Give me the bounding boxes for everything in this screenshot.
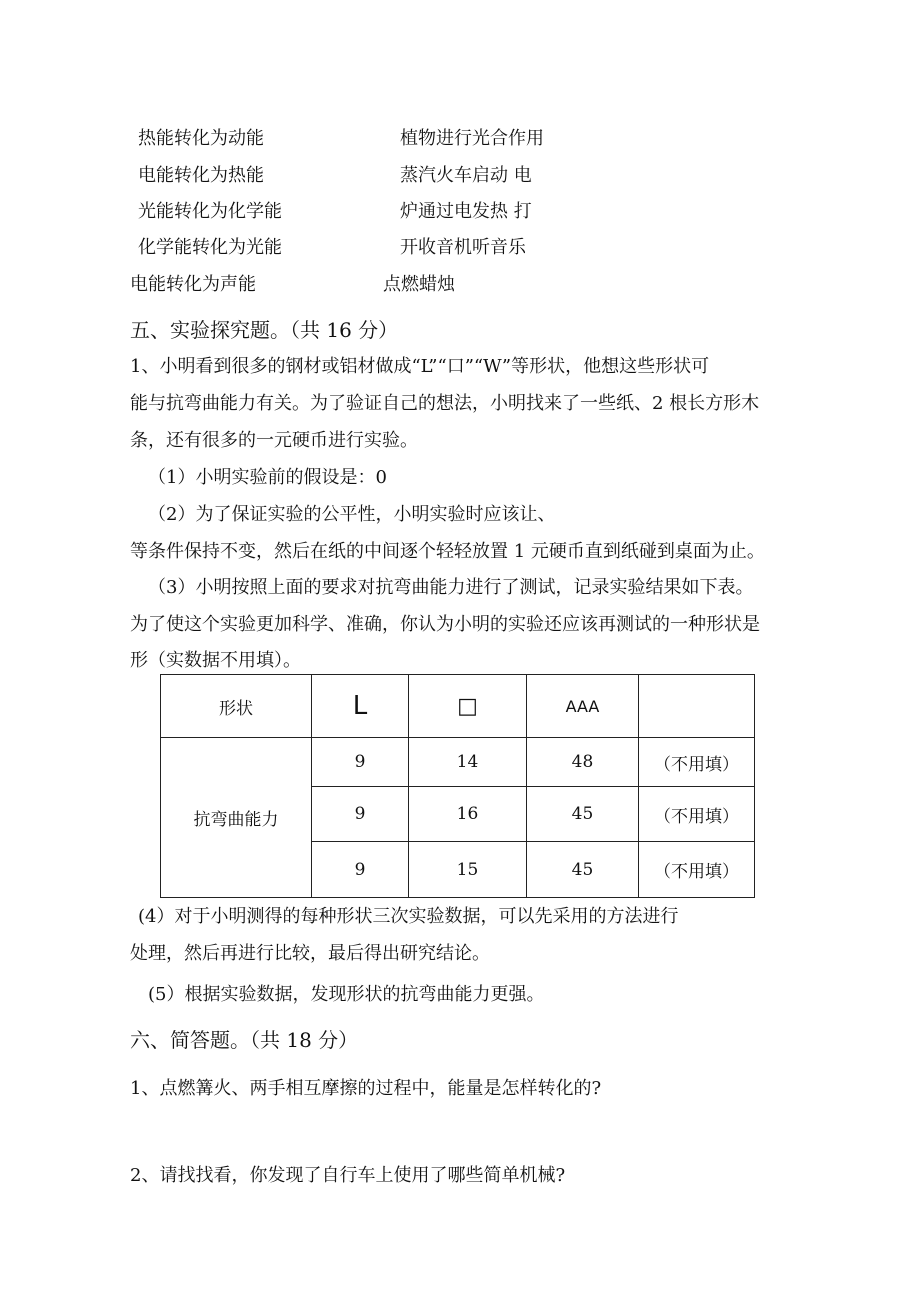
section5-title: 五、实验探究题。（共 16 分）: [130, 318, 399, 342]
table-cell: （不用填）: [639, 738, 755, 787]
table-cell: 16: [409, 787, 527, 842]
header-shape-blank: [639, 675, 755, 738]
table-cell: （不用填）: [639, 787, 755, 842]
matching-left-4: 化学能转化为光能: [138, 237, 282, 258]
matching-right-1: 植物进行光合作用: [400, 128, 544, 149]
section5-q1-line1: 1、小明看到很多的钢材或铝材做成“L”“口”“W”等形状，他想这些形状可: [130, 356, 710, 377]
matching-right-2: 蒸汽火车启动 电: [400, 165, 532, 186]
header-shape-label: 形状: [161, 675, 312, 738]
section5-sub3-line2: 为了使这个实验更加科学、准确，你认为小明的实验还应该再测试的一种形状是: [130, 614, 760, 635]
section5-sub3-line3: 形（实数据不用填）。: [130, 650, 301, 671]
matching-right-5: 点燃蜡烛: [383, 274, 455, 295]
section5-q1-line2: 能与抗弯曲能力有关。为了验证自己的想法，小明找来了一些纸、2 根长方形木: [130, 393, 760, 414]
header-shape-w: AAA: [527, 675, 639, 738]
table-header-row: [161, 675, 755, 738]
section5-sub2-line1: （2）为了保证实验的公平性，小明实验时应该让、: [148, 504, 556, 525]
section6-title: 六、简答题。（共 18 分）: [130, 1028, 359, 1052]
matching-right-3: 炉通过电发热 打: [400, 201, 532, 222]
matching-right-4: 开收音机听音乐: [400, 237, 526, 258]
table-cell: （不用填）: [639, 842, 755, 898]
section5-sub4-line1: (4）对于小明测得的每种形状三次实验数据，可以先采用的方法进行: [138, 906, 679, 927]
matching-left-1: 热能转化为动能: [138, 128, 264, 149]
section5-sub4-line2: 处理，然后再进行比较，最后得出研究结论。: [130, 943, 490, 964]
matching-left-3: 光能转化为化学能: [138, 201, 282, 222]
matching-left-2: 电能转化为热能: [138, 165, 264, 186]
table-cell: 9: [312, 787, 409, 842]
section5-sub3-line1: （3）小明按照上面的要求对抗弯曲能力进行了测试，记录实验结果如下表。: [148, 577, 754, 598]
section6-q1: 1、点燃篝火、两手相互摩擦的过程中，能量是怎样转化的?: [130, 1078, 602, 1099]
section5-sub2-line2: 等条件保持不变，然后在纸的中间逐个轻轻放置 1 元硬币直到纸碰到桌面为止。: [130, 541, 765, 562]
section5-q1-line3: 条，还有很多的一元硬币进行实验。: [130, 430, 418, 451]
table-cell: 9: [312, 842, 409, 898]
section5-sub1: （1）小明实验前的假设是：0: [148, 467, 387, 488]
table-row: [161, 738, 755, 787]
table-cell: 9: [312, 738, 409, 787]
table-cell: 14: [409, 738, 527, 787]
table-cell: 45: [527, 787, 639, 842]
experiment-table: [160, 674, 755, 898]
header-shape-square: □: [409, 675, 527, 738]
row-label-bending: 抗弯曲能力: [161, 738, 312, 898]
header-shape-l: L: [312, 675, 409, 738]
section5-sub5: (5）根据实验数据，发现形状的抗弯曲能力更强。: [148, 984, 545, 1005]
table-cell: 48: [527, 738, 639, 787]
table-cell: 15: [409, 842, 527, 898]
table-cell: 45: [527, 842, 639, 898]
matching-left-5: 电能转化为声能: [130, 274, 256, 295]
section6-q2: 2、请找找看，你发现了自行车上使用了哪些简单机械?: [130, 1165, 566, 1186]
